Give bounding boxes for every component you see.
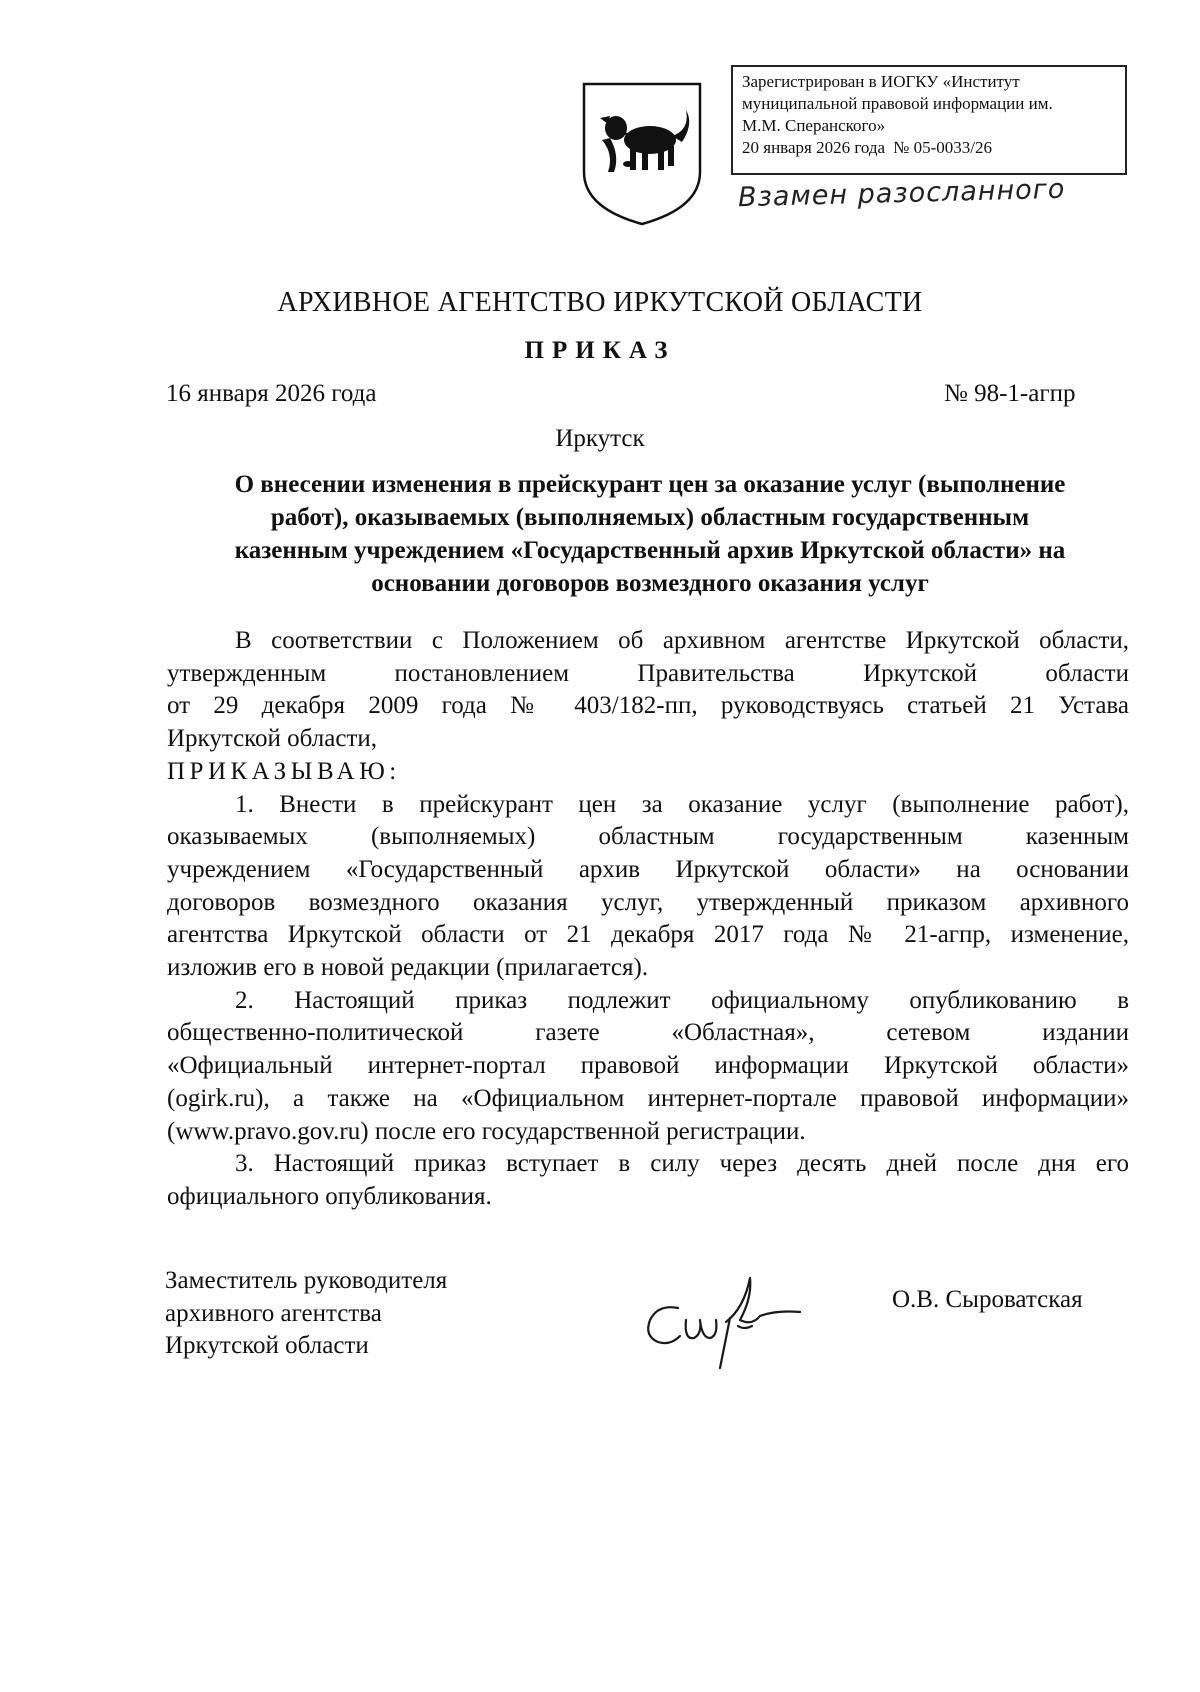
preamble-paragraph	[167, 625, 1129, 756]
order-item-3	[167, 1148, 1129, 1213]
subject-line: работ), оказываемых (выполняемых) областным государственным	[270, 504, 1030, 531]
body-line: утвержденным постановлением Правительства Иркутской области	[167, 659, 1129, 687]
signer-name: О.В. Сыроватская	[892, 1286, 1083, 1313]
agency-name: АРХИВНОЕ АГЕНТСТВО ИРКУТСКОЙ ОБЛАСТИ	[277, 287, 923, 318]
body-line: учреждением «Государственный архив Иркутской области» на основании	[167, 855, 1129, 883]
order-item-2	[167, 985, 1129, 1149]
document-date: 16 января 2026 года	[166, 380, 377, 407]
registration-line: Зарегистрирован в ИОГКУ «Институт	[742, 72, 1020, 91]
document-type: ПРИКАЗ	[524, 337, 676, 364]
registration-date: 20 января 2026 года	[742, 138, 886, 157]
order-word: ПРИКАЗЫВАЮ:	[167, 757, 401, 785]
body-line: оказываемых (выполняемых) областным государственным казенным	[167, 823, 1129, 851]
body-line: Иркутской области,	[167, 725, 377, 753]
registration-line: муниципальной правовой информации им.	[742, 94, 1053, 113]
order-item-1	[167, 789, 1129, 985]
coat-of-arms-emblem	[580, 80, 704, 228]
body-line: от 29 декабря 2009 года № 403/182-пп, руководствуясь статьей 21 Устава	[167, 692, 1129, 720]
registration-number: № 05-0033/26	[893, 138, 992, 157]
body-line: «Официальный интернет-портал правовой информации Иркутской области»	[167, 1052, 1129, 1080]
body-line: официального опубликования.	[167, 1182, 492, 1210]
document-number: № 98-1-агпр	[944, 380, 1076, 407]
body-line: договоров возмездного оказания услуг, утвержденный приказом архивного	[167, 888, 1129, 916]
body-line: общественно-политической газете «Областная», сетевом издании	[167, 1019, 1129, 1047]
signer-position-line: Заместитель руководителя	[165, 1267, 448, 1294]
body-line: В соответствии с Положением об архивном агентстве Иркутской области,	[235, 627, 1129, 654]
body-line: агентства Иркутской области от 21 декабря 2017 года № 21-агпр, изменение,	[167, 921, 1129, 949]
signer-position	[165, 1265, 447, 1363]
document-city: Иркутск	[555, 425, 645, 452]
signer-position-line: архивного агентства	[165, 1299, 382, 1327]
signer-position-line: Иркутской области	[165, 1332, 369, 1359]
body-line: (www.pravo.gov.ru) после его государственной регистрации.	[167, 1117, 806, 1145]
body-line: 2. Настоящий приказ подлежит официальному опубликованию в	[235, 986, 1129, 1014]
subject-line: казенным учреждением «Государственный архив Иркутской области» на	[234, 537, 1066, 564]
registration-stamp	[731, 65, 1127, 175]
body-line: изложив его в новой редакции (прилагается).	[167, 954, 649, 982]
handwritten-signature	[640, 1268, 810, 1388]
body-line: 1. Внести в прейскурант цен за оказание услуг (выполнение работ),	[235, 790, 1129, 818]
registration-line: М.М. Сперанского»	[742, 116, 886, 135]
subject-line: О внесении изменения в прейскурант цен за оказание услуг (выполнение	[234, 471, 1066, 498]
document-subject	[170, 468, 1130, 600]
body-line: (ogirk.ru), а также на «Официальном интернет-портале правовой информации»	[167, 1084, 1129, 1112]
subject-line: основании договоров возмездного оказания услуг	[371, 570, 929, 597]
handwritten-note: Взамен разосланного	[737, 173, 1066, 214]
document-body	[167, 625, 1129, 1214]
body-line: 3. Настоящий приказ вступает в силу через десять дней после дня его	[235, 1150, 1129, 1178]
